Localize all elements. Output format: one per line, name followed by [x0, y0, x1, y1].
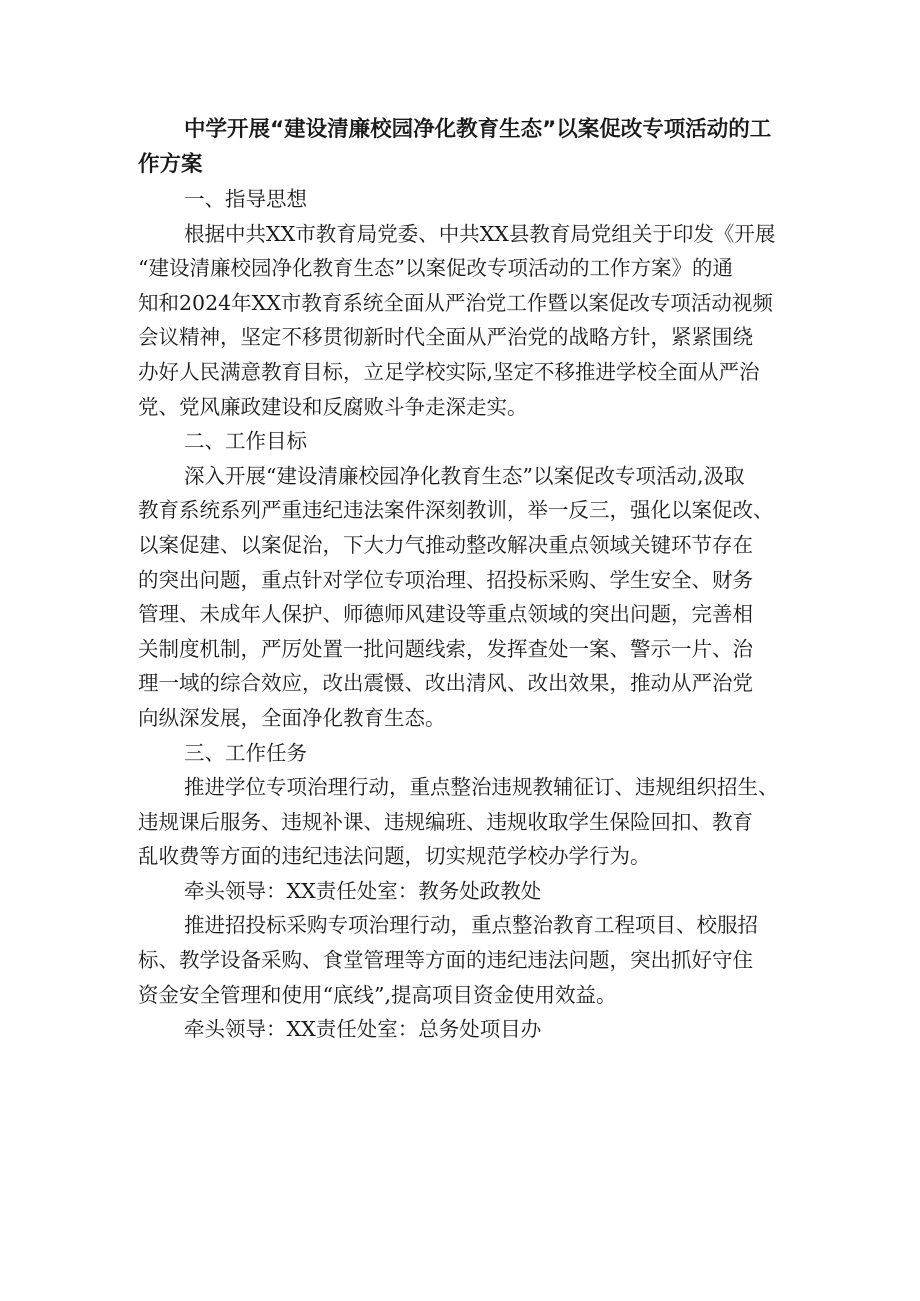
paragraph-line: “建设清廉校园净化教育生态”以案促改专项活动的工作方案》的通 [138, 256, 733, 281]
paragraph-line: 理一域的综合效应，改出震慑、改出清风、改出效果，推动从严治党 [138, 671, 753, 696]
title-line-2: 作方案 [138, 152, 203, 177]
paragraph-line: 知和2024年XX市教育系统全面从严治党工作暨以案促改专项活动视频 [138, 290, 773, 315]
paragraph-line: 向纵深发展，全面净化教育生态。 [138, 705, 446, 730]
paragraph-task-degree-governance [138, 770, 818, 874]
paragraph-line: 教育系统系列严重违纪违法案件深刻教训，举一反三，强化以案促改、 [138, 498, 774, 523]
paragraph-line: 党、党风廉政建设和反腐败斗争走深走实。 [138, 394, 528, 419]
paragraph-line: 关制度机制，严厉处置一批问题线索，发挥查处一案、警示一片、治 [138, 636, 753, 661]
paragraph-line: 违规课后服务、违规补课、违规编班、违规收取学生保险回扣、教育 [138, 809, 753, 834]
paragraph-line: 标、教学设备采购、食堂管理等方面的违纪违法问题，突出抓好守住 [138, 948, 753, 973]
paragraph-line: 的突出问题，重点针对学位专项治理、招投标采购、学生安全、财务 [138, 567, 753, 592]
paragraph-task-procurement-governance [138, 908, 818, 1012]
title-line-1: 中学开展“建设清廉校园净化教育生态”以案促改专项活动的工 [184, 117, 772, 142]
document-title [138, 112, 818, 182]
section-heading-work-tasks: 三、工作任务 [184, 740, 307, 765]
lead-responsibility-line: 牵头领导：XX责任处室：教务处政教处 [184, 878, 542, 903]
section-heading-guiding-ideology: 一、指导思想 [184, 187, 307, 211]
paragraph-guiding-ideology [138, 217, 818, 425]
paragraph-line: 深入开展“建设清廉校园净化教育生态”以案促改专项活动,汲取 [184, 463, 745, 488]
paragraph-work-goals [138, 459, 818, 736]
lead-responsibility-line: 牵头领导：XX责任处室：总务处项目办 [184, 1017, 542, 1042]
paragraph-line: 乱收费等方面的违纪违法问题，切实规范学校办学行为。 [138, 844, 651, 869]
document-page [138, 112, 818, 1047]
paragraph-line: 资金安全管理和使用“底线”,提高项目资金使用效益。 [138, 982, 617, 1007]
paragraph-line: 会议精神，坚定不移贯彻新时代全面从严治党的战略方针，紧紧围绕 [138, 325, 753, 350]
paragraph-line: 管理、未成年人保护、师德师风建设等重点领域的突出问题，完善相 [138, 602, 753, 627]
paragraph-line: 办好人民满意教育目标，立足学校实际,坚定不移推进学校全面从严治 [138, 359, 760, 384]
paragraph-line: 推进招投标采购专项治理行动，重点整治教育工程项目、校服招 [184, 913, 758, 938]
section-heading-work-goals: 二、工作目标 [184, 429, 307, 454]
paragraph-line: 以案促建、以案促治，下大力气推动整改解决重点领域关键环节存在 [138, 532, 753, 557]
paragraph-line: 推进学位专项治理行动，重点整治违规教辅征订、违规组织招生、 [184, 775, 779, 800]
paragraph-line: 根据中共XX市教育局党委、中共XX县教育局党组关于印发《开展 [184, 221, 776, 246]
